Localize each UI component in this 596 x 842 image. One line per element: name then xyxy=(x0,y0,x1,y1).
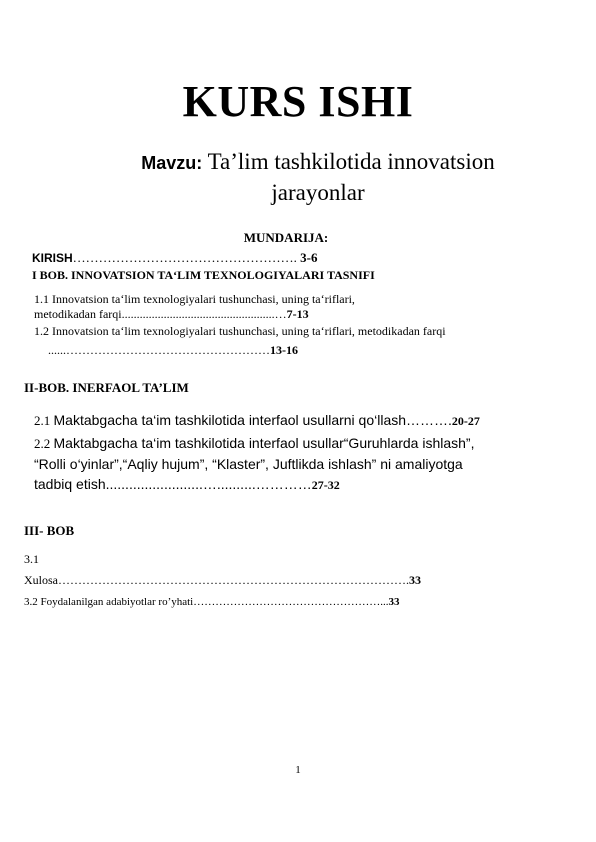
toc-item-1-2-dots: ......…………………………………………… xyxy=(48,343,270,357)
toc-bob1: I BOB. INNOVATSION TA‘LIM TEXNOLOGIYALARI TASNIFI xyxy=(32,268,375,282)
topic-text-1: Ta’lim tashkilotida innovatsion xyxy=(202,149,495,174)
toc-item-1-1-pages: 7-13 xyxy=(286,307,309,321)
toc-item-1-2-pages: 13-16 xyxy=(270,343,298,357)
toc-kirish-pages: 3-6 xyxy=(300,250,318,265)
toc-item-3-1 xyxy=(24,573,421,588)
toc-item-2-1 xyxy=(34,412,480,430)
toc-item-2-1-text: Maktabgacha ta‘im tashkilotida interfaol usullarni qo‘llash………. xyxy=(53,412,452,428)
toc-item-2-2-text1: Maktabgacha ta‘im tashkilotida interfaol usullar“Guruhlarda ishlash”, xyxy=(53,435,475,451)
toc-item-2-1-num: 2.1 xyxy=(34,413,54,428)
page-title: KURS ISHI xyxy=(182,77,414,126)
toc-kirish-label: KIRISH xyxy=(32,251,73,265)
toc-item-2-2-line1 xyxy=(34,435,474,453)
toc-item-2-2-line2: “Rolli o‘yinlar”,“Aqliy hujum”, “Klaster”, Juftlikda ishlash” ni amaliyotga xyxy=(34,456,463,472)
toc-item-1-1-dots: metodikadan farqi...................................................… xyxy=(34,307,287,321)
toc-item-1-2-line2 xyxy=(48,343,298,358)
toc-item-3-1-num: 3.1 xyxy=(24,552,39,566)
toc-heading: MUNDARIJA: xyxy=(243,230,329,245)
toc-bob2: II-BOB. INERFAOL TA’LIM xyxy=(24,380,189,395)
toc-item-2-2-pages: 27-32 xyxy=(311,478,340,492)
toc-item-2-2-line3 xyxy=(34,476,340,494)
toc-item-3-2-pages: 33 xyxy=(388,596,400,608)
toc-item-3-2-text: 3.2 Foydalanilgan adabiyotlar ro’yhati……………………………………………... xyxy=(24,596,389,608)
topic-line-1 xyxy=(0,149,596,175)
toc-kirish-dots: ……………………………………………. xyxy=(72,250,301,265)
topic-line-2: jarayonlar xyxy=(271,180,365,205)
toc-item-2-2-text3: tadbiq etish.........................…..........………… xyxy=(34,476,312,492)
toc-kirish xyxy=(32,250,318,266)
toc-item-3-1-pages: 33 xyxy=(409,573,421,587)
toc-item-2-1-pages: 20-27 xyxy=(451,414,480,428)
toc-item-1-1-line1: 1.1 Innovatsion ta‘lim texnologiyalari tushunchasi, uning ta‘riflari, xyxy=(34,292,355,306)
topic-label: Mavzu: xyxy=(141,153,203,173)
toc-item-3-1-text: Xulosa……………………………………………………………………………. xyxy=(24,573,409,587)
toc-bob3: III- BOB xyxy=(24,523,75,538)
toc-item-2-2-num: 2.2 xyxy=(34,436,54,451)
page-number: 1 xyxy=(295,764,301,776)
toc-item-3-2 xyxy=(24,596,399,608)
toc-item-1-1-line2 xyxy=(34,307,309,322)
toc-item-1-2-line1: 1.2 Innovatsion ta‘lim texnologiyalari tushunchasi, uning ta‘riflari, metodikadan farqi xyxy=(34,324,446,338)
